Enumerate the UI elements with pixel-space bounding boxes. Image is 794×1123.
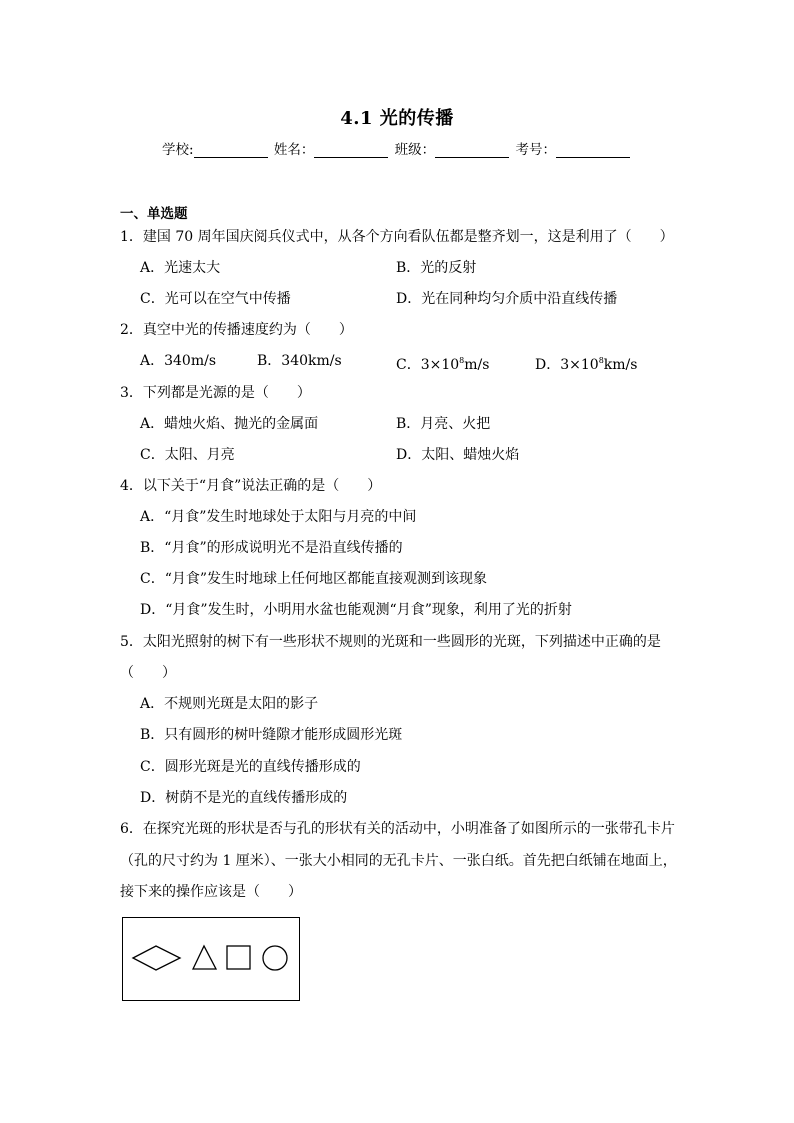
- question-5-option-a: A．不规则光斑是太阳的影子: [140, 696, 319, 712]
- question-1-option-d: D．光在同种均匀介质中沿直线传播: [396, 291, 618, 307]
- question-1-stem: 1．建国 70 周年国庆阅兵仪式中，从各个方向看队伍都是整齐划一，这是利用了（ ）: [120, 229, 674, 245]
- question-5-option-b: B．只有圆形的树叶缝隙才能形成圆形光斑: [140, 727, 403, 743]
- question-5-option-d: D．树荫不是光的直线传播形成的: [140, 790, 348, 806]
- diamond-hole: [133, 946, 180, 970]
- question-2-option-b: B．340km/s: [257, 353, 342, 369]
- name-blank: [314, 143, 388, 158]
- class-blank: [435, 143, 509, 158]
- class-label: 班级：: [394, 142, 436, 158]
- question-1-option-c: C．光可以在空气中传播: [140, 291, 291, 307]
- question-5-stem-line-1: 5．太阳光照射的树下有一些形状不规则的光斑和一些圆形的光斑，下列描述中正确的是: [120, 634, 661, 650]
- question-3-stem: 3．下列都是光源的是（ ）: [120, 385, 311, 401]
- question-2-option-c: [396, 351, 489, 375]
- section-heading: 一、单选题: [120, 206, 188, 222]
- question-6-stem-line-2: （孔的尺寸约为 1 厘米）、一张大小相同的无孔卡片、一张白纸。首先把白纸铺在地面上，: [120, 853, 677, 869]
- question-2-option-d: [535, 351, 637, 375]
- question-5-stem-line-2: （ ）: [120, 665, 176, 681]
- exam-no-blank: [556, 143, 630, 158]
- name-label: 姓名：: [273, 142, 315, 158]
- question-4-option-d: D．“月食”发生时，小明用水盆也能观测“月食”现象，利用了光的折射: [140, 602, 572, 618]
- question-3-option-b: B．月亮、火把: [396, 416, 491, 432]
- question-3-option-d: D．太阳、蜡烛火焰: [396, 447, 520, 463]
- question-2-option-a: A．340m/s: [140, 353, 217, 369]
- student-info-row: [0, 138, 794, 158]
- question-2-stem: 2．真空中光的传播速度约为（ ）: [120, 322, 353, 338]
- question-4-option-a: A．“月食”发生时地球处于太阳与月亮的中间: [140, 509, 417, 525]
- school-blank: [194, 143, 268, 158]
- question-5-option-c: C．圆形光斑是光的直线传播形成的: [140, 759, 361, 775]
- question-6-stem-line-3: 接下来的操作应该是（ ）: [120, 884, 302, 900]
- question-1-option-b: B．光的反射: [396, 260, 477, 276]
- circle-hole: [263, 946, 287, 970]
- question-4-option-c: C．“月食”发生时地球上任何地区都能直接观测到该现象: [140, 571, 488, 587]
- question-3-option-a: A．蜡烛火焰、抛光的金属面: [140, 416, 319, 432]
- square-hole: [227, 946, 250, 969]
- question-2-option-c-exponent: 8: [459, 356, 465, 365]
- question-2-option-c-base: C．3×10: [396, 357, 460, 373]
- triangle-hole: [193, 946, 216, 969]
- question-4-stem: 4．以下关于“月食”说法正确的是（ ）: [120, 478, 382, 494]
- question-2-option-d-base: D．3×10: [535, 357, 599, 373]
- question-2-option-d-exponent: 8: [598, 356, 604, 365]
- hole-shapes-diagram: [123, 918, 299, 1000]
- question-2-option-c-unit: m/s: [464, 357, 490, 373]
- question-1-option-a: A．光速太大: [140, 260, 221, 276]
- page-title: 4.1 光的传播: [340, 108, 454, 129]
- question-2-option-d-unit: km/s: [603, 357, 638, 373]
- question-6-stem-line-1: 6．在探究光斑的形状是否与孔的形状有关的活动中，小明准备了如图所示的一张带孔卡片: [120, 821, 675, 837]
- question-3-option-c: C．太阳、月亮: [140, 447, 235, 463]
- school-label: 学校:: [162, 142, 194, 158]
- hole-card-figure: [122, 917, 300, 1001]
- question-4-option-b: B．“月食”的形成说明光不是沿直线传播的: [140, 540, 403, 556]
- exam-no-label: 考号：: [515, 142, 556, 158]
